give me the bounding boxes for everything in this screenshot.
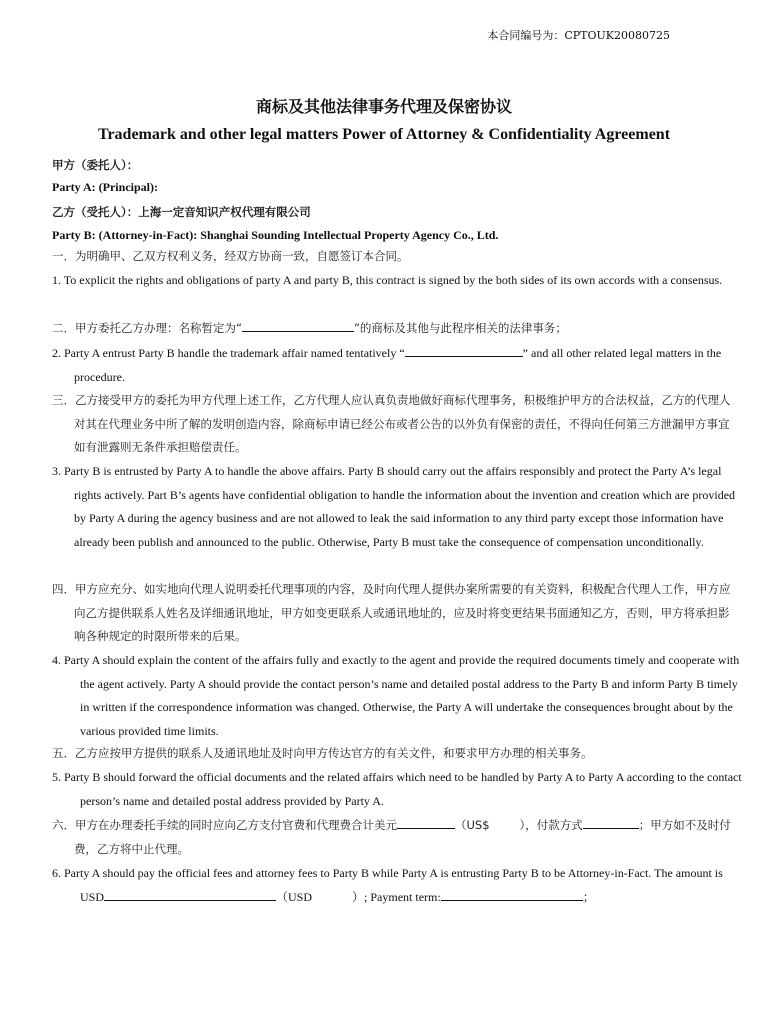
clause-1-cn: 一．为明确甲、乙双方权利义务，经双方协商一致，自愿签订本合同。 [52,249,409,263]
clause-2-cn [52,317,718,341]
clause-6-cn-part-a: 六．甲方在办理委托手续的同时应向乙方支付官费和代理费合计美元 [52,818,397,832]
party-b-en: Party B: (Attorney-in-Fact): Shanghai Sounding Intellectual Property Agency Co., Ltd. [52,228,499,242]
clause-6-cn-part-d: ；甲方如不及时付费，乙方将中止代理。 [74,818,731,856]
party-a-cn: 甲方（委托人）： [52,158,139,172]
clause-2-cn-part-b: ”的商标及其他与此程序相关的法律事务； [353,321,567,335]
amount-usd-blank-en[interactable] [104,887,276,901]
clause-4-en: 4. Party A should explain the content of the affairs fully and exactly to the agent and provide the required documents timely and cooperate with the agent actively. Party A should provide the contact person’s name and detailed postal address to the Party B and inform Party B timely in written if the correspondence information was changed. Otherwise, the Party A will undertake the consequences brought about by the various provided time limits. [52,653,740,738]
clause-6-cn [52,814,740,861]
party-a-en: Party A: (Principal): [52,180,158,194]
clause-2-en-part-b: ” and all other related legal matters in the procedure. [74,346,722,384]
trademark-name-blank-cn[interactable] [242,318,354,332]
clause-3-en: 3. Party B is entrusted by Party A to handle the above affairs. Party B should carry out the affairs responsibly and protect the Party A’s legal rights actively. Part B’s agents have confidential obligation to handle the information about the invention and creation which are provided by Party A during the agency business and are not allowed to leak the said information to any third party except those information have already been publish and announced to the public. Otherwise, Party B must take the consequence of compensation unconditionally. [52,464,736,549]
trademark-name-blank-en[interactable] [405,343,523,357]
clause-6-en-part-c: ）; Payment term: [352,889,441,904]
amount-usd-blank-cn[interactable] [397,815,455,829]
clause-2-en-part-a: 2. Party A entrust Party B handle the trademark affair named tentatively “ [52,346,405,360]
clause-5-cn: 五．乙方应按甲方提供的联系人及通讯地址及时向甲方传达官方的有关文件，和要求甲方办理的相关事务。 [52,746,593,760]
payment-method-blank-cn[interactable] [583,815,639,829]
clause-6-en-part-a: 6. Party A should pay the official fees and attorney fees to Party B while Party A is entrusting Party B to be Attorney-in-Fact. The amount is USD [52,866,723,904]
contract-number: 本合同编号为：CPTOUK20080725 [487,29,670,42]
clause-2-en [52,342,740,389]
payment-term-blank-en[interactable] [441,887,583,901]
clause-6-en-part-d: ； [582,889,595,904]
clause-4-cn: 四．甲方应充分、如实地向代理人说明委托代理事项的内容，及时向代理人提供办案所需要的有关资料，积极配合代理人工作，甲方应向乙方提供联系人姓名及详细通讯地址，甲方如变更联系人或通讯地址的，应及时将变更结果书面通知乙方，否则，甲方将承担影响各种规定的时限所带来的后果。 [52,582,731,643]
clause-6-en [52,862,746,909]
clause-6-cn-part-c: ），付款方式 [519,818,583,832]
clause-1-en: 1. To explicit the rights and obligations of party A and party B, this contract is signed by the both sides of its own accords with a consensus. [52,273,723,287]
clause-6-cn-part-b: （US$ [455,818,490,832]
party-b-cn: 乙方（受托人）：上海一定音知识产权代理有限公司 [52,205,311,219]
title-english: Trademark and other legal matters Power of Attorney & Confidentiality Agreement [97,126,671,143]
clause-6-en-part-b: （USD [276,889,313,904]
title-chinese: 商标及其他法律事务代理及保密协议 [255,97,512,116]
clause-2-cn-part-a: 二．甲方委托乙方办理：名称暂定为“ [52,321,242,335]
clause-3-cn: 三．乙方接受甲方的委托为甲方代理上述工作，乙方代理人应认真负责地做好商标代理事务，积极维护甲方的合法权益，乙方的代理人对其在代理业务中所了解的发明创造内容，除商标申请已经公布或者公告的以外负有保密的责任，不得向任何第三方泄漏甲方事宜如有泄露则无条件承担赔偿责任。 [52,393,731,454]
clause-5-en: 5. Party B should forward the official documents and the related affairs which need to be handled by Party A to Party A according to the contact person’s name and detailed postal address provided by Party A. [52,770,742,808]
